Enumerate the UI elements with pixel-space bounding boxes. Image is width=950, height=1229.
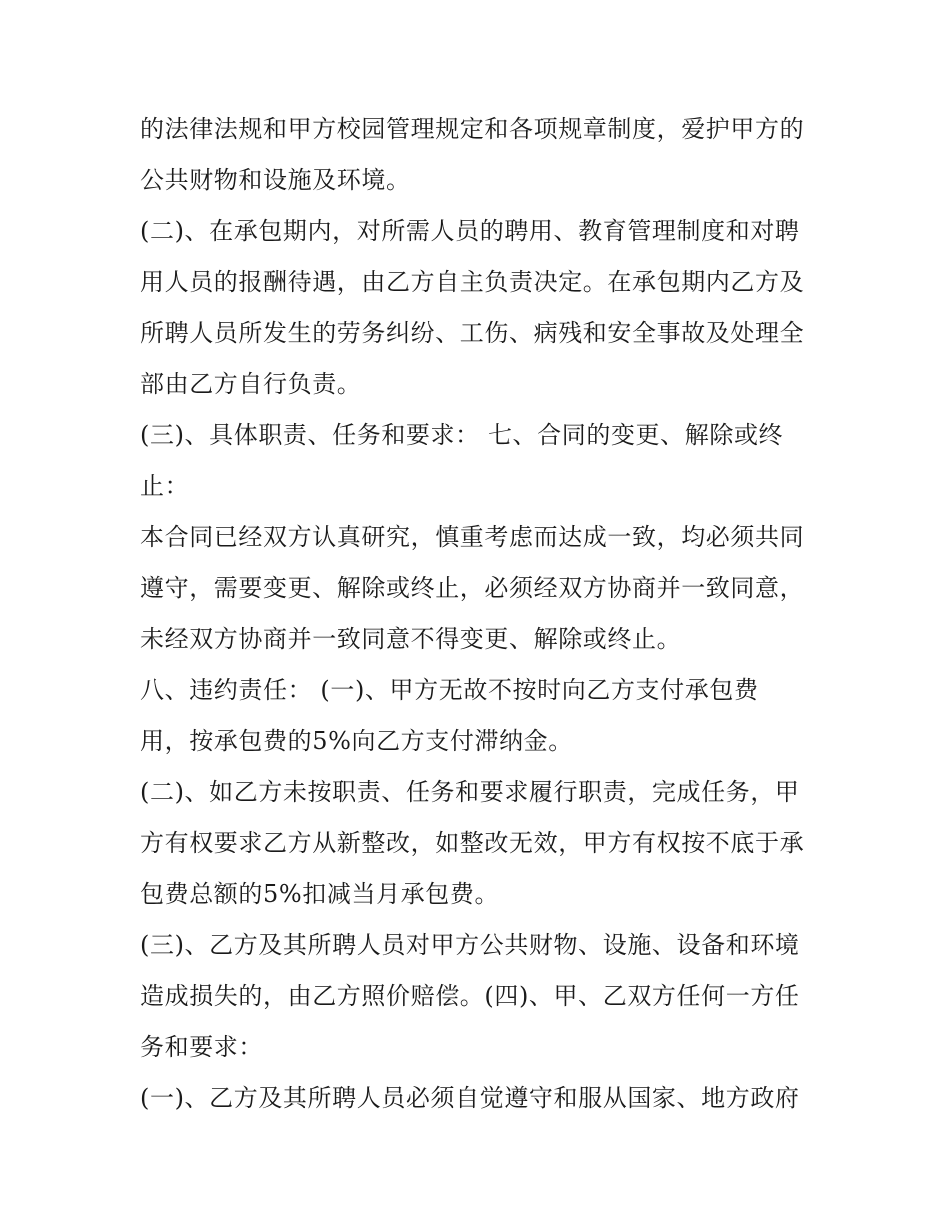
- text-line: 本合同已经双方认真研究，慎重考虑而达成一致，均必须共同: [140, 523, 805, 551]
- text-line: 公共财物和设施及环境。: [140, 166, 411, 194]
- text-line: 包费总额的5%扣减当月承包费。: [140, 880, 500, 908]
- text-line: (二)、如乙方未按职责、任务和要求履行职责，完成任务，甲: [140, 778, 800, 806]
- text-line: 的法律法规和甲方校园管理规定和各项规章制度，爱护甲方的: [140, 115, 805, 143]
- text-line: (一)、乙方及其所聘人员必须自觉遵守和服从国家、地方政府: [140, 1084, 800, 1112]
- document-body: [140, 104, 820, 1124]
- text-line: 方有权要求乙方从新整改，如整改无效，甲方有权按不底于承: [140, 829, 805, 857]
- text-line: 八、违约责任： (一)、甲方无故不按时向乙方支付承包费: [140, 676, 759, 704]
- text-line: 部由乙方自行负责。: [140, 370, 362, 398]
- text-line: (三)、乙方及其所聘人员对甲方公共财物、设施、设备和环境: [140, 931, 800, 959]
- text-line: (二)、在承包期内，对所需人员的聘用、教育管理制度和对聘: [140, 217, 800, 245]
- text-line: (三)、具体职责、任务和要求： 七、合同的变更、解除或终: [140, 421, 784, 449]
- text-line: 务和要求：: [140, 1033, 263, 1061]
- text-line: 所聘人员所发生的劳务纠纷、工伤、病残和安全事故及处理全: [140, 319, 805, 347]
- text-line: 遵守，需要变更、解除或终止，必须经双方协商并一致同意，: [140, 574, 805, 602]
- text-line: 用人员的报酬待遇，由乙方自主负责决定。在承包期内乙方及: [140, 268, 805, 296]
- text-line: 用，按承包费的5%向乙方支付滞纳金。: [140, 727, 573, 755]
- text-line: 造成损失的，由乙方照价赔偿。(四)、甲、乙双方任何一方任: [140, 982, 800, 1010]
- text-line: 止：: [140, 472, 190, 500]
- text-line: 未经双方协商并一致同意不得变更、解除或终止。: [140, 625, 682, 653]
